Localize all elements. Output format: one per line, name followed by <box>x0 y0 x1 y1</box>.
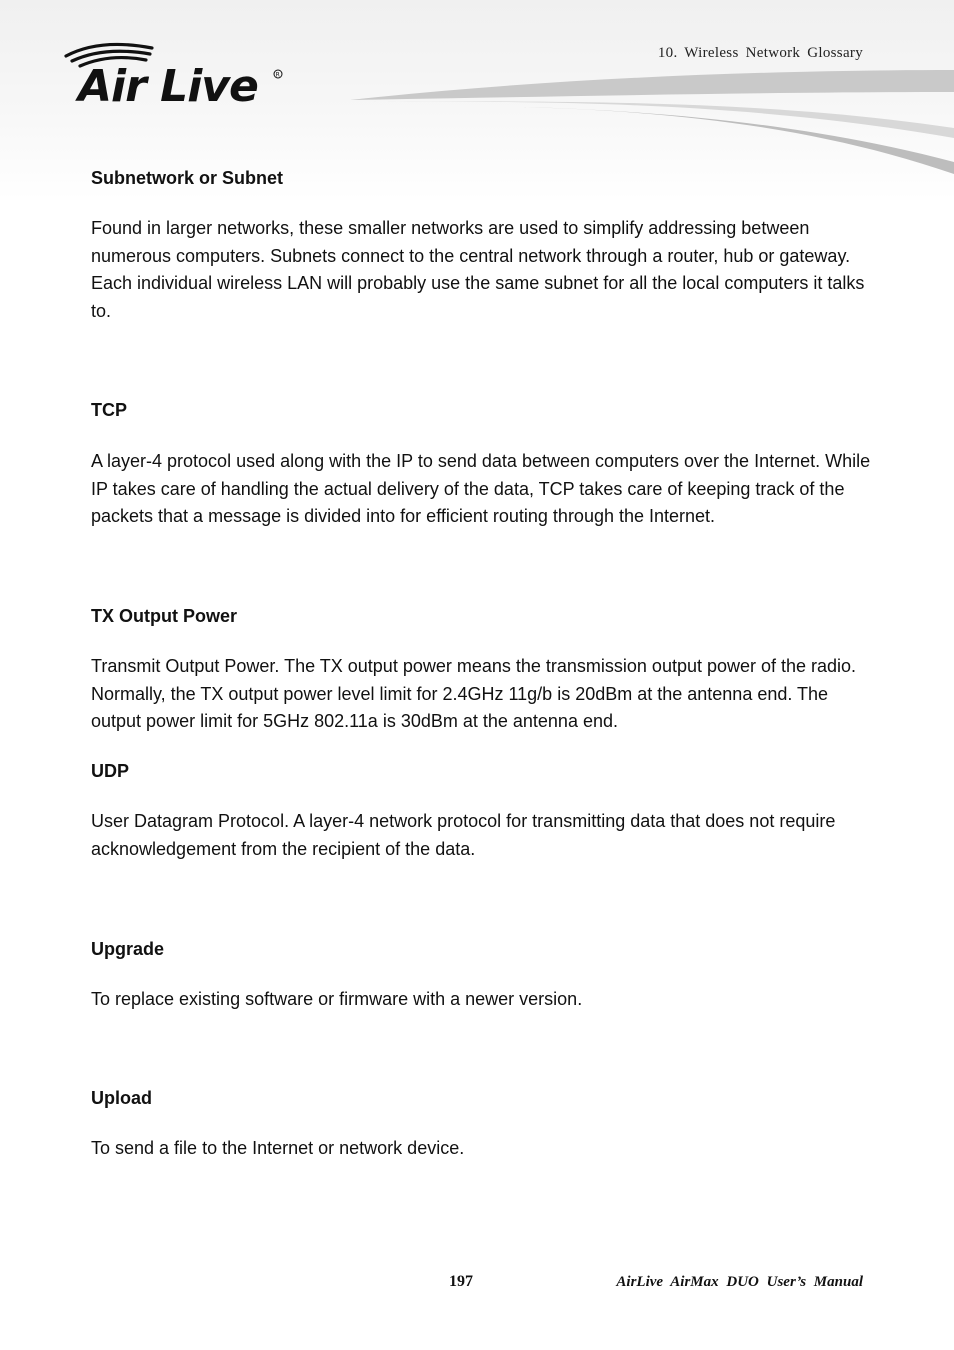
header-swoosh-decoration <box>350 66 954 178</box>
page-number: 197 <box>449 1273 473 1290</box>
definition-tx-output-power: Transmit Output Power. The TX output power means the transmission output power of the radio. Normally, the TX output power level limit for 2.4GHz 11g/b is 20dBm at the antenna end. The output power limit for 5GHz 802.11a is 30dBm at the antenna end. <box>91 656 857 732</box>
term-upgrade: Upgrade <box>91 939 165 959</box>
term-subnet: Subnetwork or Subnet <box>91 168 284 188</box>
term-tx-output-power: TX Output Power <box>91 606 237 626</box>
definition-tcp: A layer-4 protocol used along with the IP to send data between computers over the Internet. While IP takes care of handling the actual delivery of the data, TCP takes care of keeping track of the packets that a message is divided into for efficient routing through the Internet. <box>91 451 871 527</box>
term-upload: Upload <box>91 1088 152 1108</box>
manual-title: AirLive AirMax DUO User’s Manual <box>616 1274 863 1290</box>
definition-upload: To send a file to the Internet or network device. <box>91 1138 465 1158</box>
definition-subnet: Found in larger networks, these smaller networks are used to simplify addressing between numerous computers. Subnets connect to the central network through a router, hub or gateway. Each individual wireless LAN will probably use the same subnet for all the local computers it talks to. <box>91 218 865 322</box>
chapter-title: 10. Wireless Network Glossary <box>657 45 863 61</box>
definition-udp: User Datagram Protocol. A layer-4 network protocol for transmitting data that does not require acknowledgement from the recipient of the data. <box>91 811 836 859</box>
term-tcp: TCP <box>91 400 127 420</box>
term-udp: UDP <box>91 761 130 781</box>
airlive-logo-wordmark: Air Live <box>78 61 258 108</box>
definition-upgrade: To replace existing software or firmware with a newer version. <box>91 989 583 1009</box>
airlive-logo <box>60 40 300 108</box>
svg-text:R: R <box>275 71 280 79</box>
